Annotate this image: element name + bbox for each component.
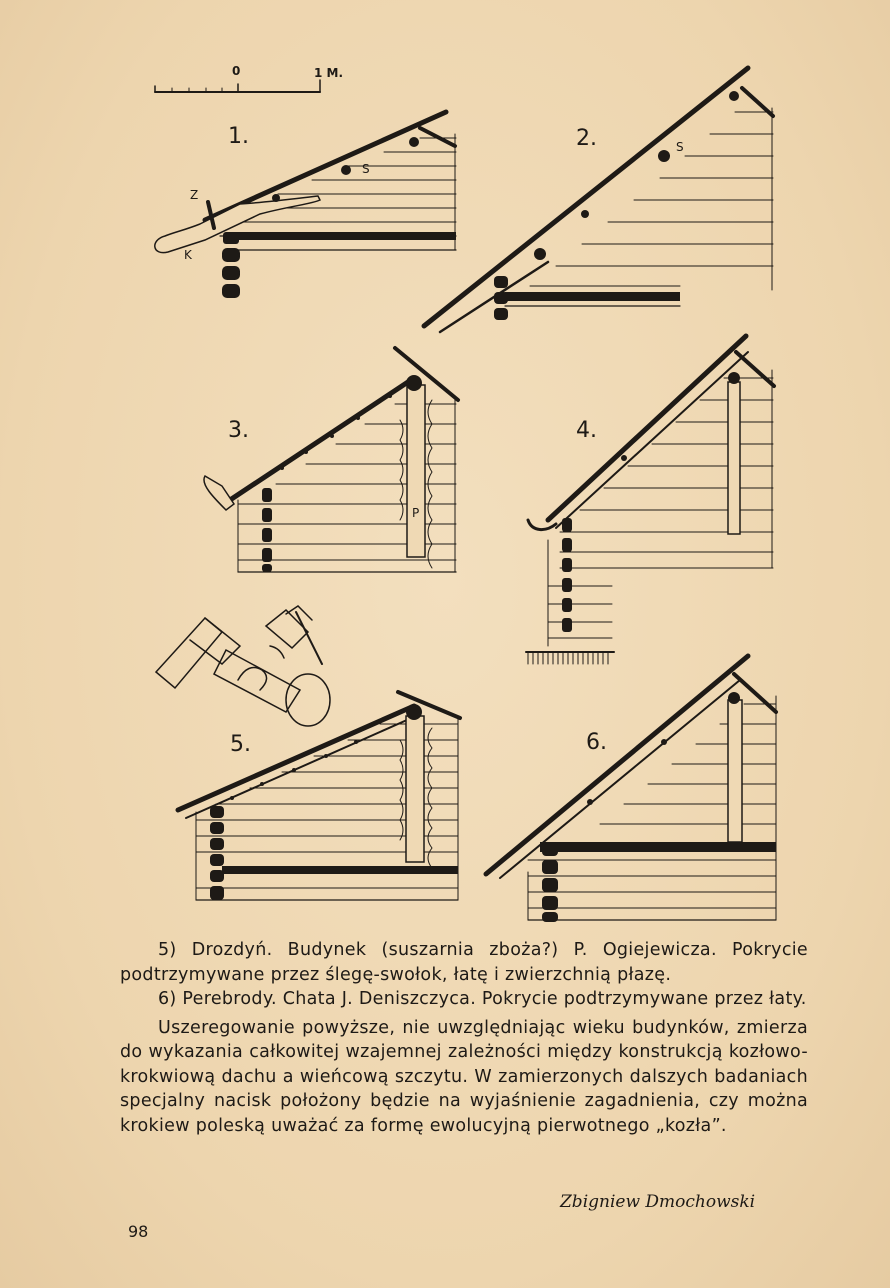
marker-s-fig2: S bbox=[676, 140, 684, 154]
author-signature: Zbigniew Dmochowski bbox=[560, 1192, 756, 1212]
figure-1-label: 1. bbox=[228, 124, 249, 149]
figure-3-label: 3. bbox=[228, 418, 249, 443]
marker-p: P bbox=[412, 506, 420, 520]
figure-6-drawing bbox=[486, 656, 776, 922]
figure-2-label: 2. bbox=[576, 126, 597, 151]
figure-2-drawing bbox=[424, 68, 773, 332]
body-paragraph: Uszeregowanie powyższe, nie uwzględniając wieku budynków, zmierza do wykazania całkowitej wzajemnej zależności między konstrukcją kozłowo-krokwiową dachu a wieńcową szczytu. W zamierzonych dalszych badaniach specjalny nacisk położony będzie na wyjaśnienie zagadnienia, czy można krokiew poleską uważać za formę ewolucyjną pierwotnego „kozła”. bbox=[120, 1017, 808, 1136]
caption-block bbox=[120, 938, 808, 1138]
figure-5-label: 5. bbox=[230, 732, 251, 757]
scale-meter-label: 1 M. bbox=[314, 66, 344, 80]
caption-figure-5: 5) Drozdyń. Budynek (suszarnia zboża?) P. Ogiejewicza. Pokrycie podtrzymywane przez ślegę-swołok, łatę i zwierzchnią płazę. bbox=[120, 940, 808, 985]
caption-figure-6: 6) Perebrody. Chata J. Deniszczyca. Pokrycie podtrzymywane przez łaty. bbox=[158, 989, 807, 1009]
page-number: 98 bbox=[128, 1222, 149, 1241]
marker-z: Z bbox=[190, 188, 199, 202]
scale-zero-label: 0 bbox=[232, 64, 241, 78]
figure-4-drawing bbox=[526, 336, 774, 664]
joint-detail-sketch bbox=[156, 606, 330, 726]
scale-bar bbox=[155, 80, 320, 92]
marker-k: K bbox=[184, 248, 192, 262]
figure-4-label: 4. bbox=[576, 418, 597, 443]
figure-3-drawing bbox=[204, 348, 458, 572]
figure-6-label: 6. bbox=[586, 730, 607, 755]
figure-1-drawing bbox=[155, 112, 456, 298]
marker-s-fig1: S bbox=[362, 162, 370, 176]
